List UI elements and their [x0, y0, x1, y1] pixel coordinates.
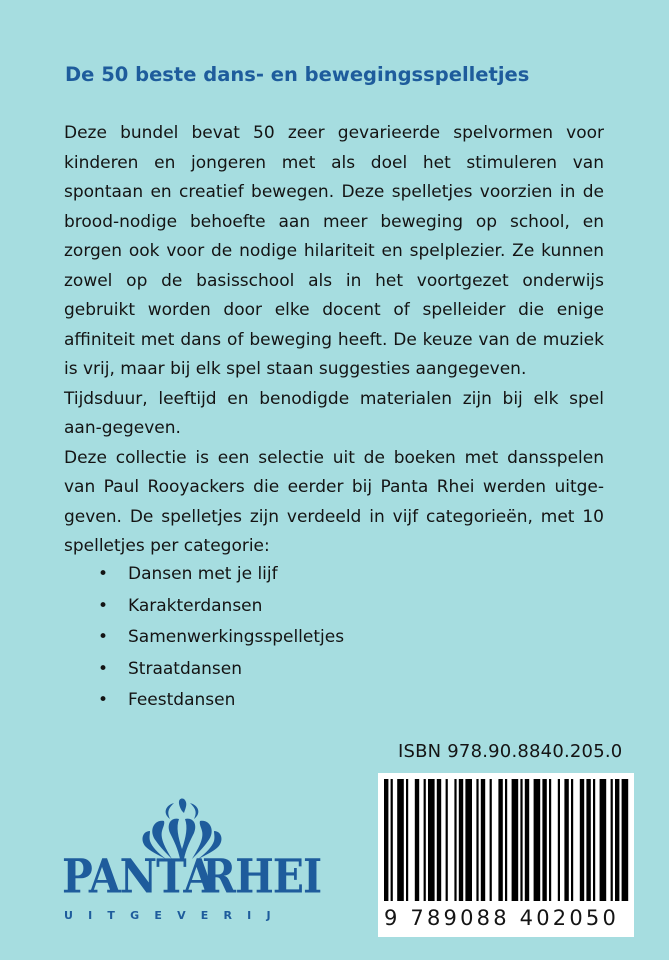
barcode-bar	[481, 779, 485, 903]
list-item: • Samenwerkingsspelletjes	[64, 622, 344, 654]
barcode-bar	[465, 779, 472, 903]
barcode-bar	[542, 779, 546, 903]
barcode-bar	[593, 779, 595, 903]
list-item: • Straatdansen	[64, 654, 344, 686]
barcode-bar	[428, 779, 435, 903]
barcode	[378, 773, 634, 937]
barcode-bar	[498, 779, 502, 903]
logo-text-right: RHEI	[202, 849, 322, 905]
publisher-logo	[62, 797, 322, 933]
barcode-bar	[505, 779, 507, 903]
barcode-bar	[580, 779, 584, 903]
barcode-bar	[476, 779, 478, 903]
barcode-bar	[564, 779, 568, 903]
barcode-bar	[571, 779, 573, 903]
list-item: • Feestdansen	[64, 685, 344, 717]
barcode-bar	[586, 779, 590, 903]
barcode-bar	[512, 779, 519, 903]
barcode-bar	[415, 779, 419, 903]
book-title: De 50 beste dans- en bewegingsspelletjes	[65, 63, 530, 86]
logo-subtitle: UITGEVERIJ	[64, 909, 286, 922]
barcode-bar	[454, 779, 456, 903]
barcode-bar	[397, 779, 404, 903]
paragraph: Deze bundel bevat 50 zeer gevarieerde spelvormen voor kinderen en jongeren met als doel het stimuleren van spontaan en creatief bewegen. Deze spelletjes voorzien in de brood-nodige behoefte aan meer beweging op school, en zorgen ook voor de nodige hilariteit en spelplezier. Ze kunnen zowel op de basisschool als in het voortgezet onderwijs gebruikt worden door elke docent of spelleider die enige affiniteit met dans of beweging heeft. De keuze van de muziek is vrij, maar bij elk spel staan suggesties aangegeven.	[64, 123, 604, 379]
barcode-bar	[622, 779, 629, 903]
logo-text-left: PANTA	[62, 849, 215, 905]
barcode-bar	[384, 779, 388, 903]
description	[64, 119, 604, 562]
paragraph: Deze collectie is een selectie uit de boeken met dansspelen van Paul Rooyackers die eerder bij Panta Rhei werden uitge-geven. De spelletjes zijn verdeeld in vijf categorieën, met 10 spelletjes per categorie:	[64, 447, 604, 556]
paragraph: Tijdsduur, leeftijd en benodigde materialen zijn bij elk spel aan-gegeven.	[64, 388, 604, 438]
isbn-label: ISBN 978.90.8840.205.0	[398, 741, 623, 762]
barcode-bar	[406, 779, 408, 903]
barcode-bar	[437, 779, 441, 903]
barcode-bar	[600, 779, 607, 903]
barcode-bar	[615, 779, 619, 903]
barcode-bar	[611, 779, 613, 903]
barcode-bar	[391, 779, 393, 903]
barcode-bar	[558, 779, 560, 903]
barcode-bar	[490, 779, 492, 903]
barcode-bar	[459, 779, 463, 903]
list-item: • Dansen met je lijf	[64, 559, 344, 591]
category-list	[64, 559, 344, 717]
barcode-bar	[446, 779, 448, 903]
barcode-bar	[534, 779, 541, 903]
barcode-bar	[525, 779, 529, 903]
barcode-bar	[424, 779, 426, 903]
barcode-digits: 9 789088 402050	[378, 901, 634, 935]
list-item: • Karakterdansen	[64, 591, 344, 623]
barcode-bar	[520, 779, 522, 903]
barcode-bar	[549, 779, 551, 903]
